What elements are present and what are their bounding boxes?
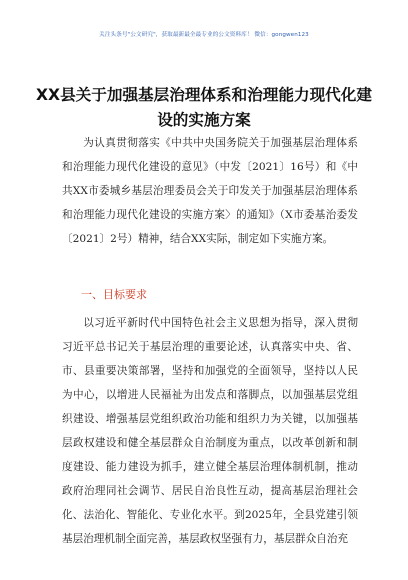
goals-paragraph: 以习近平新时代中国特色社会主义思想为指导，深入贯彻习近平总书记关于基层治理的重要论述，认真落实中央、省、市、县重要决策部署，坚持和加强党的全面领导，坚持以人民为中心，以增进人民福祉为出发点和落脚点，以加强基层党组织建设、增强基层党组织政治功能和组织力为关键，以加强基层政权建设和健全基层群众自治制度为重点，以改革创新和制度建设、能力建设为抓手，建立健全基层治理体制机制，推动政府治理同社会调节、居民自治良性互动，提高基层治理社会化、法治化、智能化、专业化水平。到2025年，全县党建引领基层治理机制全面完善，基层政权坚强有力，基层群众自治充 xyxy=(62,317,358,545)
document-title: XX县关于加强基层治理体系和治理能力现代化建设的实施方案 xyxy=(36,86,372,129)
section-heading-goals: 一、目标要求 xyxy=(81,288,147,301)
intro-paragraph: 为认真贯彻落实《中共中央国务院关于加强基层治理体系和治理能力现代化建设的意见》（中发〔2021〕16号）和《中共XX市委城乡基层治理委员会关于印发关于加强基层治理体系和治理能力现代化建设的实施方案〉的通知》（X市委基治委发〔2021〕2号）精神，结合XX实际，制定如下实施方案。 xyxy=(62,137,358,245)
header-banner: 关注头条号"公文研究"，获取最新最全最专业的公文资料库！ 微信：gongwen123 xyxy=(99,32,309,38)
